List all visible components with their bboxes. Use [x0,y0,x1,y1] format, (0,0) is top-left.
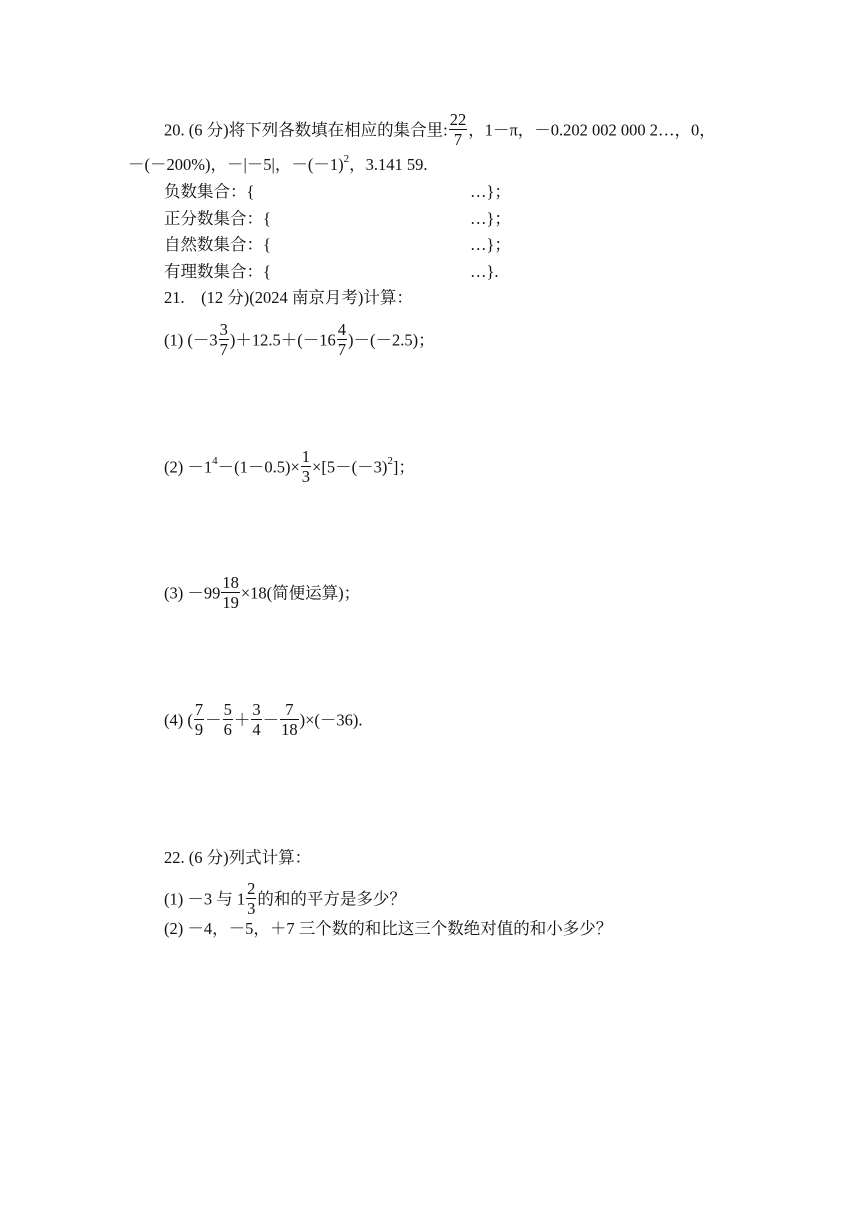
q21-title: 21. (12 分)(2024 南京月考)计算： [164,288,413,307]
q21-part3: (3) －99 $\frac{18}{19}$ ×18(简便运算)； [164,573,361,612]
q22-part1: (1) －3 与 1 $\frac{2}{3}$ 的和的平方是多少？ [164,879,406,918]
q21-part4: (4) ( $\frac{7}{9}$ － $\frac{5}{6}$ ＋ $\frac{3}{4}$ － $\frac{7}{18}$ )×(－36). [164,700,363,739]
q20-numbers: ，1－π，－0.202 002 000 2…，0， [468,120,716,140]
q21-part2: $(2) -1^4-(1-0.5)\times$ $\frac{1}{3}$ $\times[5-(-3)^2]$； [164,447,415,486]
q20-prefix: 20. (6 分)将下列各数填在相应的集合里: [164,120,448,140]
q20-line2: －(－200%)，－|－5|，$-(-1)^2$，3.141 59. [128,152,428,174]
rational-number-set-label: 有理数集合：{ [164,262,271,281]
negative-set-end: …}； [470,182,511,201]
positive-fraction-set-end: …}； [470,209,511,228]
positive-fraction-set-label: 正分数集合：{ [164,209,271,228]
natural-number-set-end: …}； [470,235,511,254]
negative-set-label: 负数集合：{ [164,182,255,201]
q21-part1: (1) (－3 $\frac{3}{7}$ )＋12.5＋(－16 $\frac{4}{7}$ )－(－2.5)； [164,320,435,359]
q22-title: 22. (6 分)列式计算： [164,848,312,867]
q20-line1 [164,112,716,151]
fraction-22-7: $\frac{22}{7}$ [449,110,467,149]
q22-part2: (2) －4，－5，＋7 三个数的和比这三个数绝对值的和小多少？ [164,919,613,938]
rational-number-set-end: …}. [470,262,499,281]
natural-number-set-label: 自然数集合：{ [164,235,271,254]
